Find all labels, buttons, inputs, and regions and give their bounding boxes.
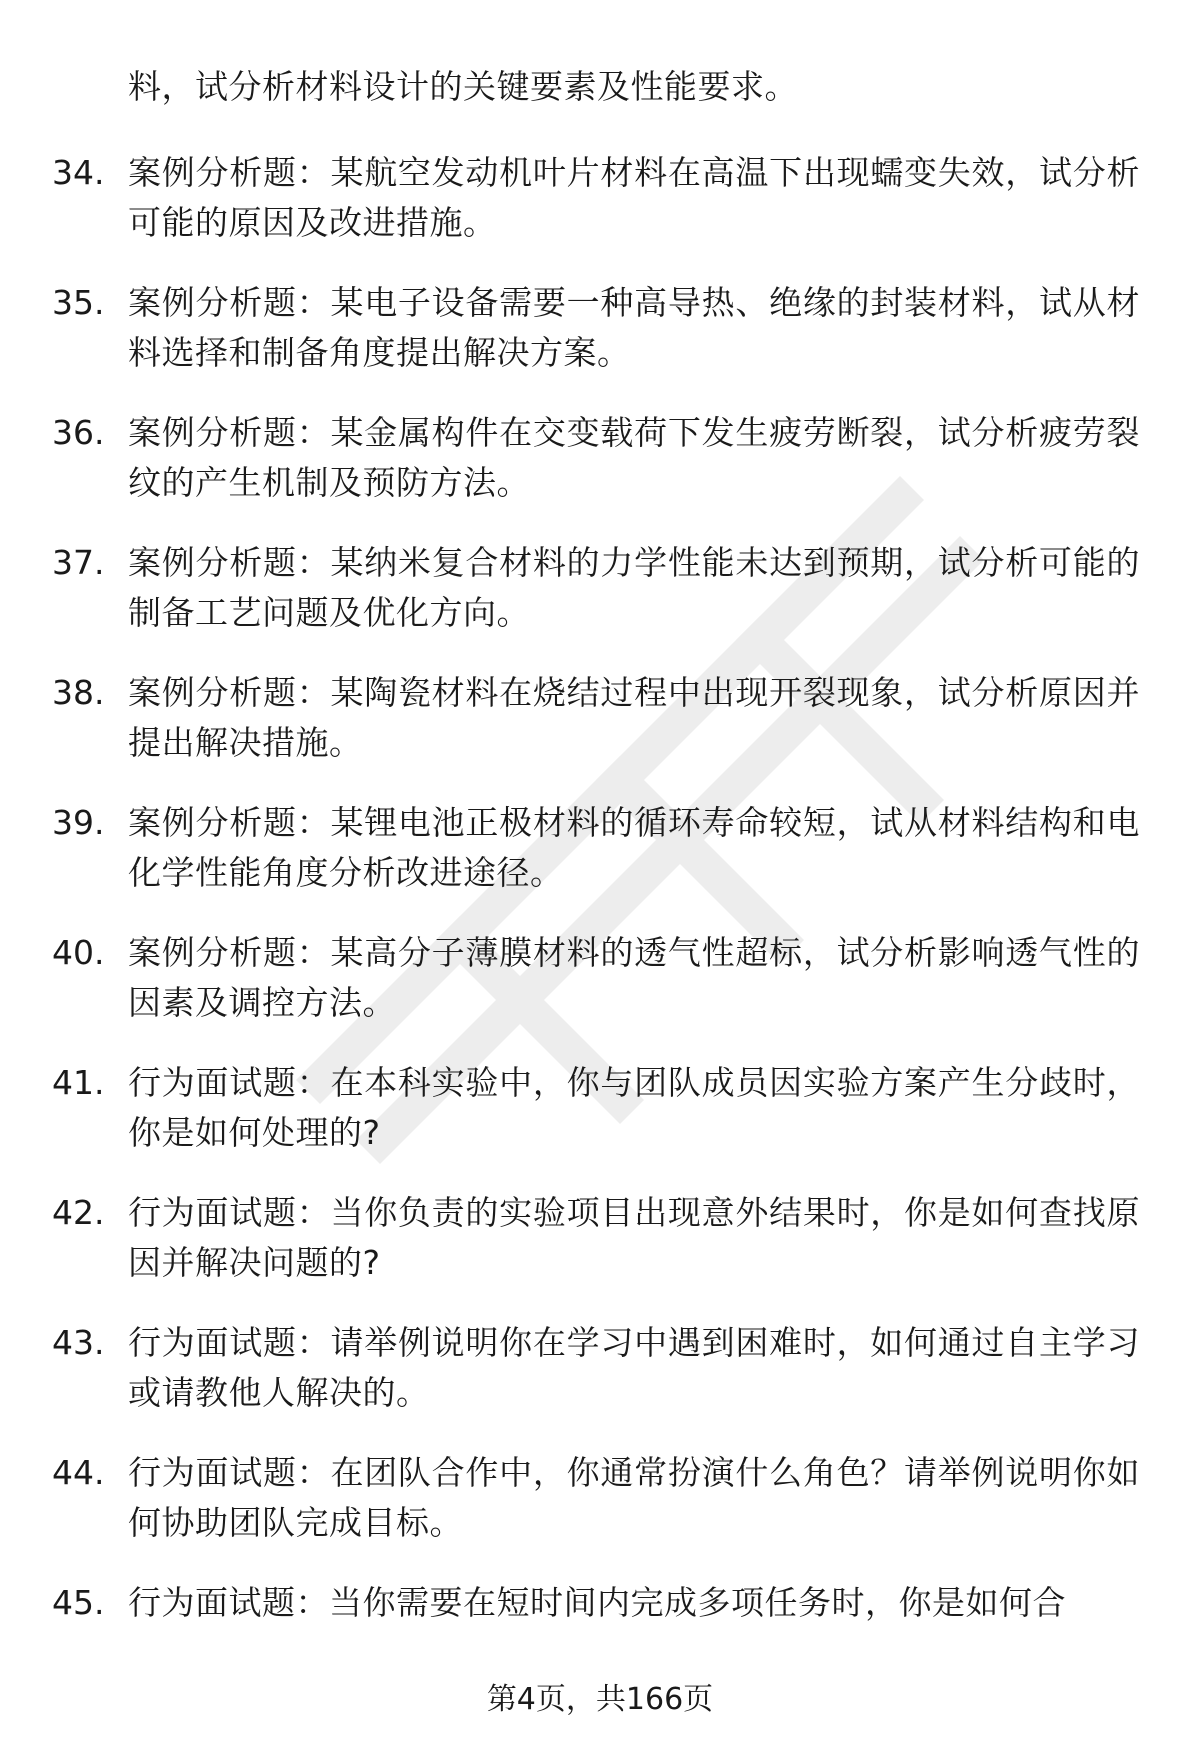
question-item bbox=[0, 1318, 1200, 1448]
question-number: 37. bbox=[52, 543, 105, 582]
question-list bbox=[0, 148, 1200, 1708]
question-text: 案例分析题：某纳米复合材料的力学性能未达到预期，试分析可能的制备工艺问题及优化方向。 bbox=[128, 543, 1140, 632]
question-text: 案例分析题：某高分子薄膜材料的透气性超标，试分析影响透气性的因素及调控方法。 bbox=[128, 933, 1140, 1022]
question-text: 案例分析题：某金属构件在交变载荷下发生疲劳断裂，试分析疲劳裂纹的产生机制及预防方法。 bbox=[128, 413, 1140, 502]
question-text: 案例分析题：某锂电池正极材料的循环寿命较短，试从材料结构和电化学性能角度分析改进途径。 bbox=[128, 803, 1140, 892]
question-number: 43. bbox=[52, 1323, 105, 1362]
question-text: 行为面试题：当你需要在短时间内完成多项任务时，你是如何合 bbox=[128, 1583, 1066, 1622]
question-number: 35. bbox=[52, 283, 105, 322]
page-footer: 第4页，共166页 bbox=[486, 1682, 714, 1717]
question-item bbox=[0, 1188, 1200, 1318]
question-item bbox=[0, 538, 1200, 668]
question-number: 40. bbox=[52, 933, 105, 972]
question-number: 41. bbox=[52, 1063, 105, 1102]
question-number: 42. bbox=[52, 1193, 105, 1232]
question-item bbox=[0, 278, 1200, 408]
question-item bbox=[0, 668, 1200, 798]
question-text: 行为面试题：请举例说明你在学习中遇到困难时，如何通过自主学习或请教他人解决的。 bbox=[128, 1323, 1140, 1412]
continuation-text: 料，试分析材料设计的关键要素及性能要求。 bbox=[128, 67, 798, 106]
question-item bbox=[0, 408, 1200, 538]
question-text: 案例分析题：某电子设备需要一种高导热、绝缘的封装材料，试从材料选择和制备角度提出解决方案。 bbox=[128, 283, 1140, 372]
question-number: 36. bbox=[52, 413, 105, 452]
question-text: 行为面试题：当你负责的实验项目出现意外结果时，你是如何查找原因并解决问题的? bbox=[128, 1193, 1140, 1282]
question-item bbox=[0, 798, 1200, 928]
question-item bbox=[0, 148, 1200, 278]
question-item bbox=[0, 1448, 1200, 1578]
question-number: 38. bbox=[52, 673, 105, 712]
question-text: 案例分析题：某陶瓷材料在烧结过程中出现开裂现象，试分析原因并提出解决措施。 bbox=[128, 673, 1140, 762]
question-number: 34. bbox=[52, 153, 105, 192]
question-number: 39. bbox=[52, 803, 105, 842]
question-number: 44. bbox=[52, 1453, 105, 1492]
question-text: 案例分析题：某航空发动机叶片材料在高温下出现蠕变失效，试分析可能的原因及改进措施。 bbox=[128, 153, 1140, 242]
question-number: 45. bbox=[52, 1583, 105, 1622]
question-item bbox=[0, 1058, 1200, 1188]
question-item bbox=[0, 928, 1200, 1058]
question-text: 行为面试题：在团队合作中，你通常扮演什么角色？请举例说明你如何协助团队完成目标。 bbox=[128, 1453, 1140, 1542]
question-text: 行为面试题：在本科实验中，你与团队成员因实验方案产生分歧时，你是如何处理的? bbox=[128, 1063, 1140, 1152]
